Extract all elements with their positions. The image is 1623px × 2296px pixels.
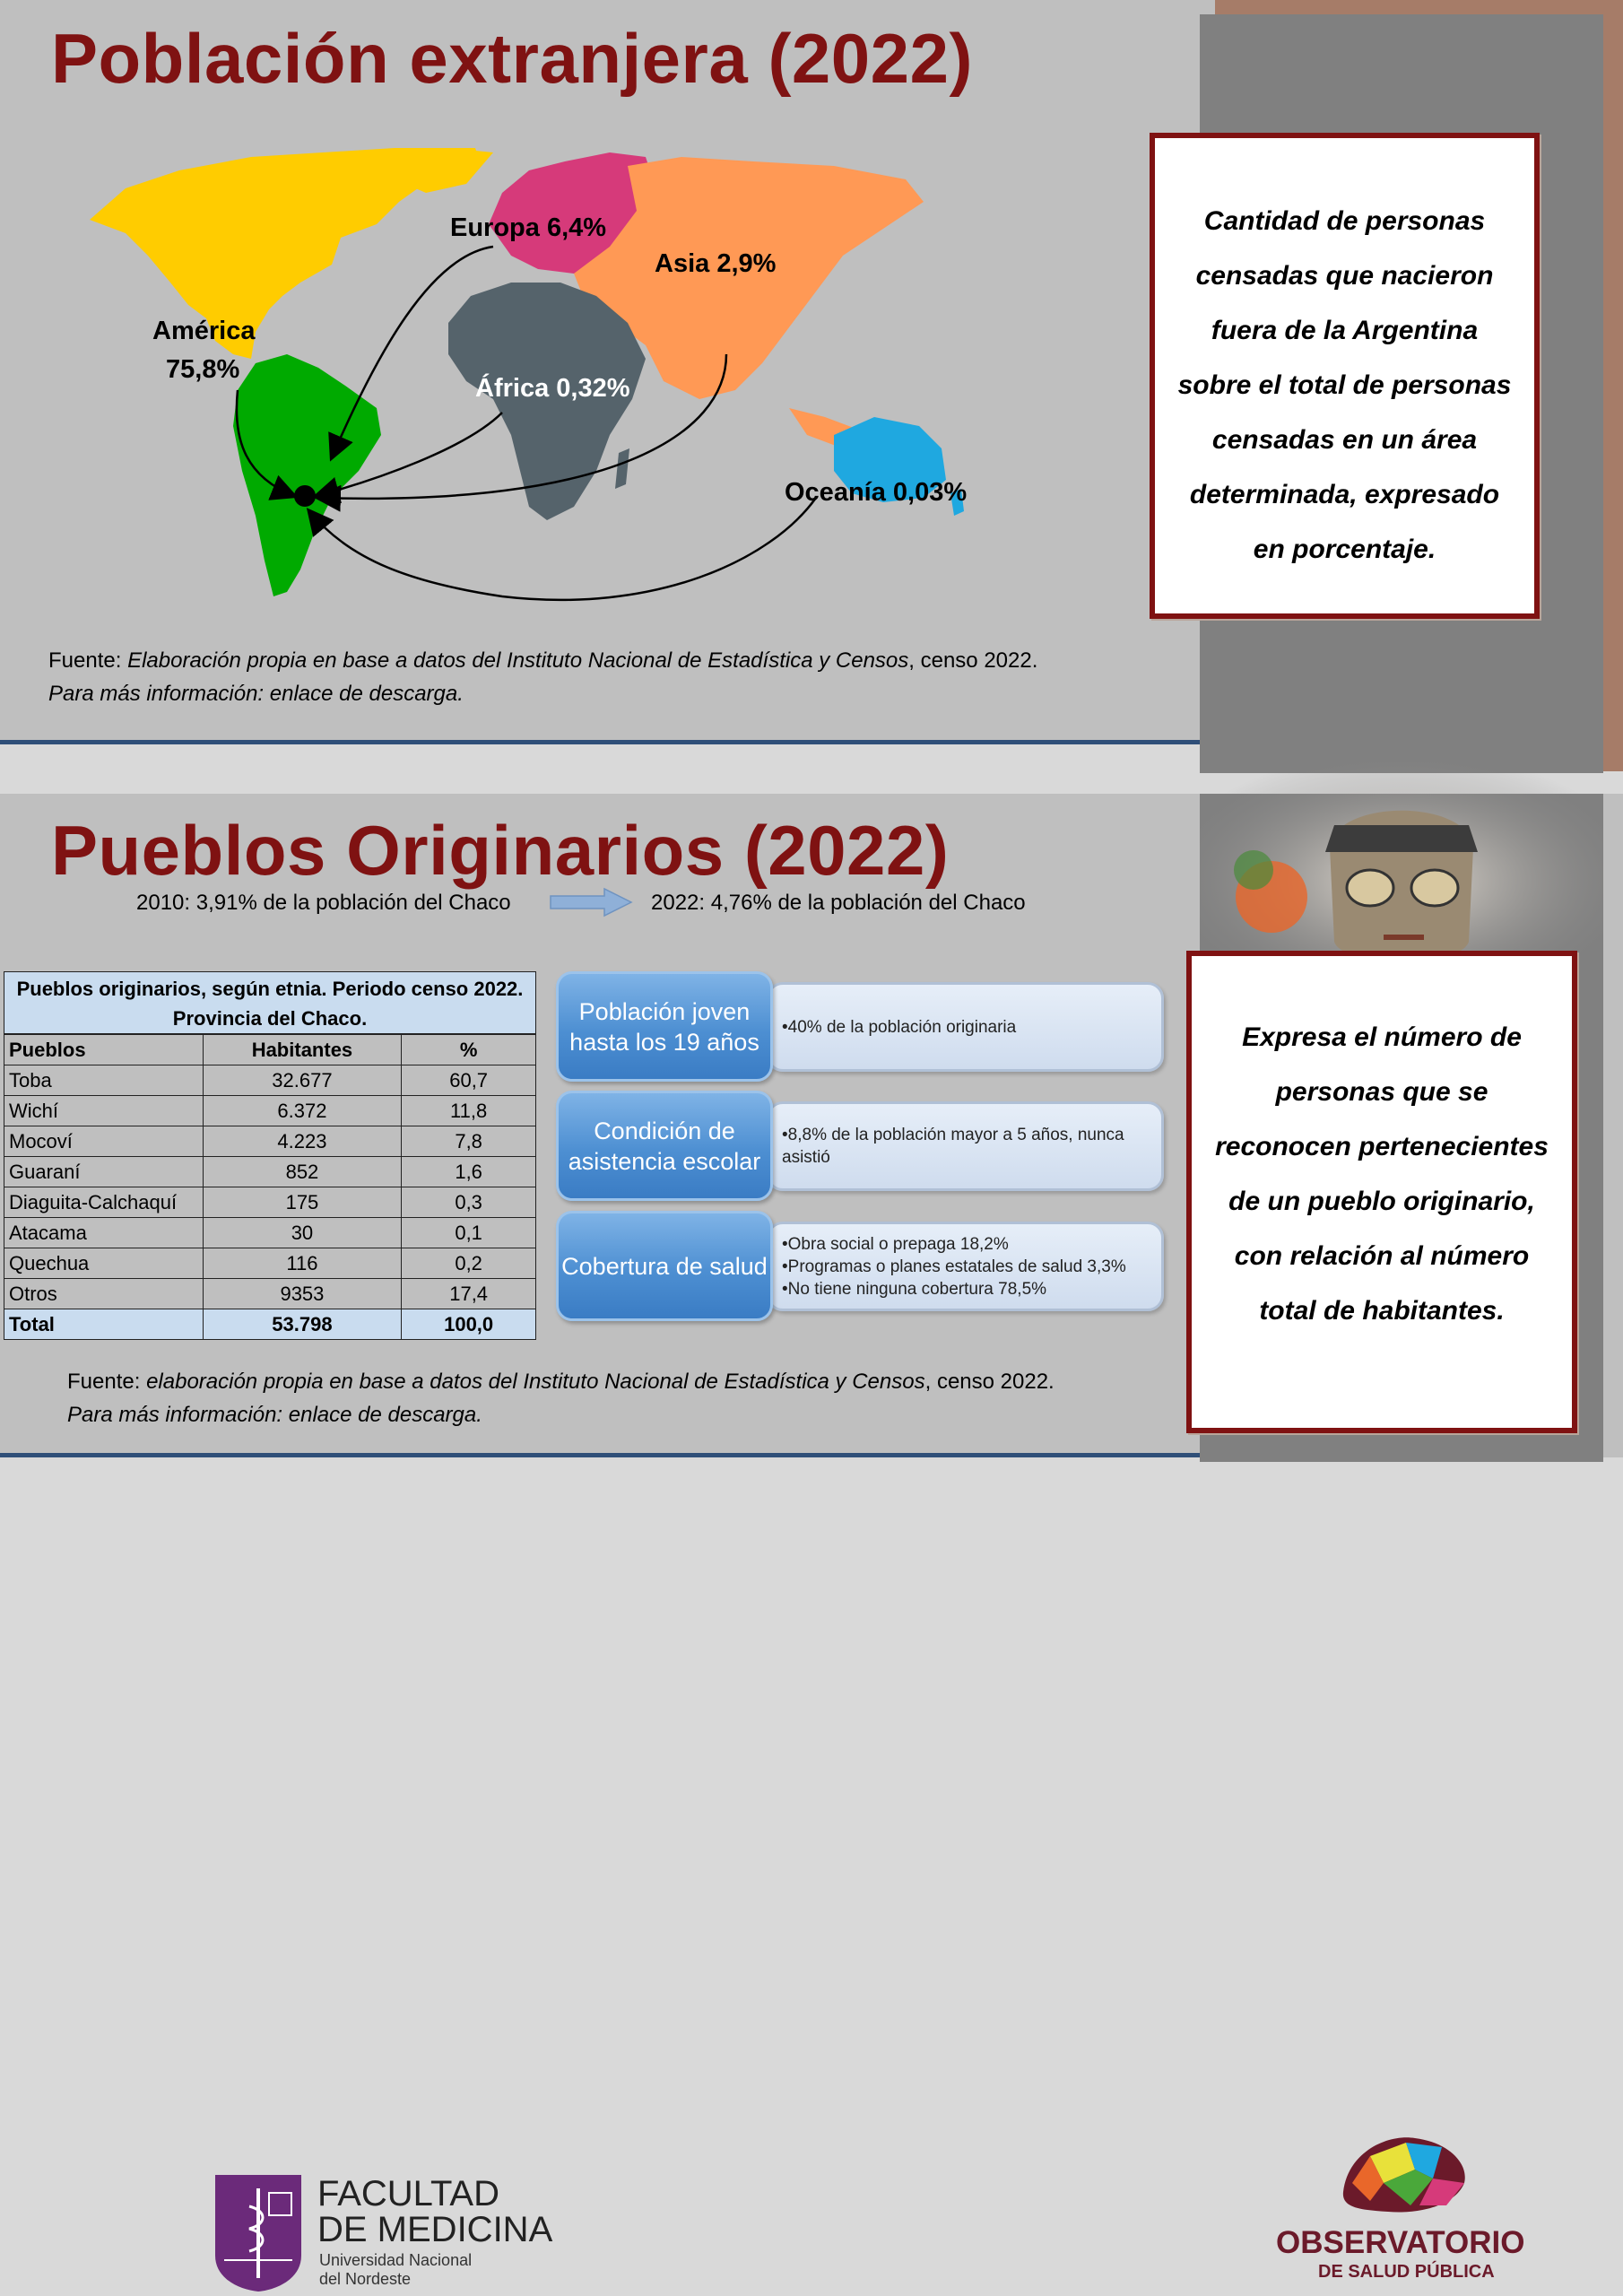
definition-box-indigenous bbox=[1186, 951, 1577, 1433]
table-row bbox=[4, 1035, 536, 1065]
table-cell: Pueblos bbox=[4, 1035, 204, 1065]
section-divider-2 bbox=[0, 1453, 1200, 1457]
table-row bbox=[4, 1218, 536, 1248]
map-label-america-value: 75,8% bbox=[166, 355, 240, 384]
madagascar-shape bbox=[615, 448, 629, 489]
table-cell: 17,4 bbox=[402, 1279, 536, 1309]
table-cell: 11,8 bbox=[402, 1096, 536, 1126]
table-row bbox=[4, 1096, 536, 1126]
table-row bbox=[4, 1309, 536, 1340]
facmed-line2: DE MEDICINA bbox=[317, 2210, 553, 2249]
observatorio-line2: DE SALUD PÚBLICA bbox=[1318, 2262, 1495, 2282]
table-cell: Habitantes bbox=[203, 1035, 402, 1065]
indicator-label-3: Cobertura de salud bbox=[556, 1211, 773, 1321]
bullet-item: • Programas o planes estatales de salud 3,3% bbox=[782, 1256, 1161, 1278]
table-cell: 0,1 bbox=[402, 1218, 536, 1248]
facmed-line4: del Nordeste bbox=[319, 2270, 412, 2288]
source-italic: Elaboración propia en base a datos del Instituto Nacional de Estadística y Censos bbox=[127, 648, 909, 673]
indicator-bullets-3 bbox=[767, 1222, 1164, 1311]
table-cell: 1,6 bbox=[402, 1157, 536, 1187]
table-cell: Toba bbox=[4, 1065, 204, 1096]
definition-box-foreign bbox=[1150, 133, 1540, 619]
table-title-line1: Pueblos originarios, según etnia. Periodo censo 2022. bbox=[16, 978, 524, 1000]
map-label-america: América bbox=[152, 317, 256, 345]
table-cell: 9353 bbox=[203, 1279, 402, 1309]
map-label-africa: África 0,32% bbox=[475, 374, 630, 403]
table-cell: 7,8 bbox=[402, 1126, 536, 1157]
map-label-asia: Asia 2,9% bbox=[655, 249, 777, 278]
table-cell: 116 bbox=[203, 1248, 402, 1279]
table-cell: 53.798 bbox=[203, 1309, 402, 1340]
table-cell: Total bbox=[4, 1309, 204, 1340]
bullet-item: • Obra social o prepaga 18,2% bbox=[782, 1233, 1161, 1256]
indicator-bullets-1 bbox=[767, 982, 1164, 1072]
section-title-indigenous: Pueblos Originarios (2022) bbox=[51, 811, 950, 890]
table-row bbox=[4, 1279, 536, 1309]
table-cell: 0,3 bbox=[402, 1187, 536, 1218]
source-note-foreign bbox=[48, 644, 1037, 677]
facmed-line3: Universidad Nacional bbox=[319, 2251, 473, 2269]
indicator-label-1: Población joven hasta los 19 años bbox=[556, 971, 773, 1082]
indicator-label-2: Condición de asistencia escolar bbox=[556, 1091, 773, 1201]
table-title-line2: Provincia del Chaco. bbox=[172, 1007, 368, 1030]
map-label-europe: Europa 6,4% bbox=[450, 213, 607, 242]
table-cell: 6.372 bbox=[203, 1096, 402, 1126]
table-cell: % bbox=[402, 1035, 536, 1065]
table-row bbox=[4, 1248, 536, 1279]
table-row bbox=[4, 1157, 536, 1187]
observatorio-logo-icon bbox=[1334, 2129, 1473, 2219]
source-prefix-2: Fuente: bbox=[67, 1370, 147, 1394]
table-cell: Otros bbox=[4, 1279, 204, 1309]
table-cell: Wichí bbox=[4, 1096, 204, 1126]
table-cell: 4.223 bbox=[203, 1126, 402, 1157]
table-cell: Quechua bbox=[4, 1248, 204, 1279]
definition-text-indigenous: Expresa el número de personas que se reconocen pertenecientes de un pueblo originario, con relación al número total de habitantes. bbox=[1215, 1022, 1549, 1326]
source-suffix-2: , censo 2022. bbox=[924, 1370, 1055, 1394]
arrow-right-icon bbox=[549, 887, 633, 918]
table-cell: 32.677 bbox=[203, 1065, 402, 1096]
source-prefix: Fuente: bbox=[48, 648, 128, 673]
arrow-from-oceania bbox=[309, 498, 816, 600]
source-note-indigenous bbox=[67, 1365, 1055, 1398]
ethnicity-table bbox=[4, 1034, 536, 1340]
table-cell: Mocoví bbox=[4, 1126, 204, 1157]
facmed-line1: FACULTAD bbox=[317, 2174, 499, 2213]
facultad-medicina-logo-icon bbox=[215, 2175, 301, 2292]
bullet-item: • 40% de la población originaria bbox=[782, 1016, 1161, 1039]
bullet-item: • 8,8% de la población mayor a 5 años, nunca asistió bbox=[782, 1124, 1161, 1169]
table-cell: 100,0 bbox=[402, 1309, 536, 1340]
source-italic-2: elaboración propia en base a datos del Instituto Nacional de Estadística y Censos bbox=[146, 1370, 925, 1394]
table-row bbox=[4, 1065, 536, 1096]
south-america-shape bbox=[233, 354, 381, 596]
table-cell: 175 bbox=[203, 1187, 402, 1218]
definition-text-foreign: Cantidad de personas censadas que nacieron fuera de la Argentina sobre el total de personas censadas en un área determinada, expresado en porcentaje. bbox=[1177, 206, 1512, 564]
bullet-item: • No tiene ninguna cobertura 78,5% bbox=[782, 1278, 1161, 1300]
source-suffix: , censo 2022. bbox=[908, 648, 1038, 673]
indicator-bullets-2 bbox=[767, 1101, 1164, 1191]
chaco-destination-dot bbox=[294, 485, 316, 507]
more-info-link-foreign[interactable]: Para más información: enlace de descarga. bbox=[48, 682, 464, 706]
indigenous-portrait-illustration bbox=[1200, 762, 1603, 978]
page-title: Población extranjera (2022) bbox=[51, 19, 973, 98]
map-label-oceania: Oceanía 0,03% bbox=[785, 478, 968, 507]
table-row bbox=[4, 1187, 536, 1218]
section-divider bbox=[0, 740, 1200, 744]
table-cell: Diaguita-Calchaquí bbox=[4, 1187, 204, 1218]
table-cell: 0,2 bbox=[402, 1248, 536, 1279]
table-title bbox=[4, 971, 536, 1034]
comparison-2022: 2022: 4,76% de la población del Chaco bbox=[651, 891, 1026, 915]
table-cell: 30 bbox=[203, 1218, 402, 1248]
more-info-link-indigenous[interactable]: Para más información: enlace de descarga. bbox=[67, 1403, 482, 1427]
observatorio-line1: OBSERVATORIO bbox=[1276, 2225, 1525, 2260]
table-row bbox=[4, 1126, 536, 1157]
table-cell: 852 bbox=[203, 1157, 402, 1187]
table-cell: 60,7 bbox=[402, 1065, 536, 1096]
table-cell: Guaraní bbox=[4, 1157, 204, 1187]
comparison-2010: 2010: 3,91% de la población del Chaco bbox=[136, 891, 511, 915]
table-cell: Atacama bbox=[4, 1218, 204, 1248]
